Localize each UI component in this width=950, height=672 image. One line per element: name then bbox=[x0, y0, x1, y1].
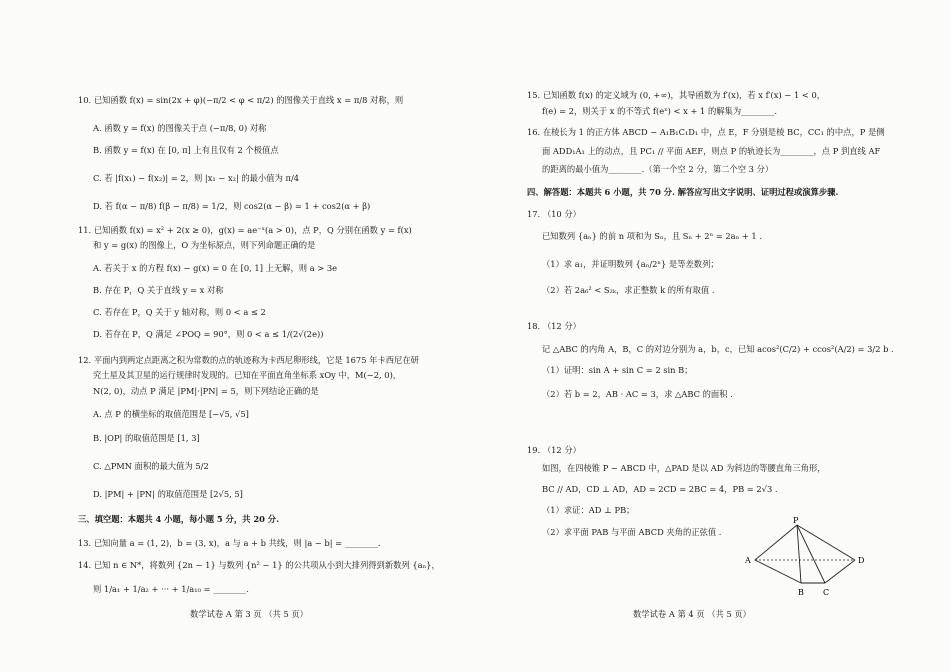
page-3-footer: 数学试卷 A 第 3 页 （共 5 页） bbox=[190, 609, 308, 619]
vertex-label-b: B bbox=[798, 588, 804, 597]
left-text-line: A. 若关于 x 的方程 f(x) − g(x) = 0 在 [0, 1] 上无解，则 a > 3e bbox=[93, 263, 338, 273]
right-text-line: 如图，在四棱锥 P − ABCD 中，△PAD 是以 AD 为斜边的等腰直角三角形， bbox=[542, 463, 826, 473]
left-text-line: 10. 已知函数 f(x) = sin(2x + φ)(−π/2 < φ < π/2) 的图像关于直线 x = π/8 对称，则 bbox=[78, 95, 404, 105]
left-text-line: 14. 已知 n ∈ N*，将数列 {2n − 1} 与数列 {n² − 1} 的公共项从小到大排列得到新数列 {aₙ}， bbox=[78, 560, 440, 570]
left-text-line: C. △PMN 面积的最大值为 5/2 bbox=[93, 461, 209, 471]
left-text-line: 三、填空题：本题共 4 小题，每小题 5 分，共 20 分. bbox=[78, 514, 279, 524]
right-text-line: BC // AD，CD ⊥ AD，AD = 2CD = 2BC = 4，PB = 2√3 . bbox=[542, 484, 778, 494]
left-text-line: 究土星及其卫星的运行规律时发现的。已知在平面直角坐标系 xOy 中，M(−2, 0)， bbox=[93, 370, 402, 380]
left-text-line: B. |OP| 的取值范围是 [1, 3] bbox=[93, 433, 200, 443]
vertex-label-a: A bbox=[745, 556, 751, 565]
right-text-line: 18. （12 分） bbox=[527, 321, 581, 331]
right-text-line: 已知数列 {aₙ} 的前 n 项和为 Sₙ，且 Sₙ + 2ⁿ = 2aₙ + 1 . bbox=[542, 231, 762, 241]
right-text-line: f(e) = 2，则关于 x 的不等式 f(eˣ) < x + 1 的解集为________. bbox=[542, 106, 777, 116]
right-text-line: 面 ADD₁A₁ 上的动点，且 PC₁ // 平面 AEF，则点 P 的轨迹长为________，点 P 到直线 AF bbox=[542, 146, 881, 156]
right-text-line: 19. （12 分） bbox=[527, 445, 581, 455]
left-text-line: 12. 平面内到两定点距离之积为常数的点的轨迹称为卡西尼卵形线，它是 1675 年卡西尼在研 bbox=[78, 355, 419, 365]
right-text-line: （1）证明：sin A + sin C = 2 sin B； bbox=[542, 365, 693, 375]
right-text-line: （1）求 a₁，并证明数列 {aₙ/2ⁿ} 是等差数列； bbox=[542, 259, 719, 269]
left-text-line: 和 y = g(x) 的图像上，O 为坐标原点，则下列命题正确的是 bbox=[93, 240, 316, 250]
left-text-line: B. 存在 P，Q 关于直线 y = x 对称 bbox=[93, 285, 224, 295]
left-text-line: B. 函数 y = f(x) 在 [0, π] 上有且仅有 2 个极值点 bbox=[93, 145, 279, 155]
left-text-line: D. |PM| + |PN| 的取值范围是 [2√5, 5] bbox=[93, 489, 243, 499]
page-4 bbox=[475, 0, 950, 672]
vertex-label-c: C bbox=[823, 588, 830, 597]
right-text-line: 四、解答题：本题共 6 小题，共 70 分. 解答应写出文字说明、证明过程或演算步骤. bbox=[527, 187, 839, 197]
left-text-line: 则 1/a₁ + 1/a₂ + ··· + 1/a₁₀ = ________. bbox=[93, 584, 249, 594]
left-text-line: C. 若存在 P，Q 关于 y 轴对称，则 0 < a ≤ 2 bbox=[93, 307, 266, 317]
right-text-line: 16. 在棱长为 1 的正方体 ABCD − A₁B₁C₁D₁ 中，点 E，F 分别是棱 BC，CC₁ 的中点，P 是侧 bbox=[527, 127, 885, 137]
vertex-label-d: D bbox=[858, 556, 865, 565]
left-text-line: A. 函数 y = f(x) 的图像关于点 (−π/8, 0) 对称 bbox=[93, 123, 267, 133]
left-text-line: D. 若存在 P，Q 满足 ∠POQ = 90°，则 0 < a ≤ 1/(2√(2e)) bbox=[93, 329, 324, 339]
vertex-label-p: P bbox=[793, 516, 799, 525]
left-text-line: A. 点 P 的横坐标的取值范围是 [−√5, √5] bbox=[93, 409, 249, 419]
right-text-line: 记 △ABC 的内角 A，B，C 的对边分别为 a，b，c，已知 acos²(C/2) + ccos²(A/2) = 3/2 b . bbox=[542, 344, 894, 354]
right-text-line: （2）求平面 PAB 与平面 ABCD 夹角的正弦值 . bbox=[542, 527, 722, 537]
left-text-line: N(2, 0)，动点 P 满足 |PM|·|PN| = 5，则下列结论正确的是 bbox=[93, 386, 319, 396]
right-text-line: 17. （10 分） bbox=[527, 209, 581, 219]
right-text-line: （2）若 2a₆² < S₂ₖ，求正整数 k 的所有取值 . bbox=[542, 285, 715, 295]
right-text-line: 15. 已知函数 f(x) 的定义域为 (0, +∞)，其导函数为 f′(x)，若 x f′(x) − 1 < 0， bbox=[527, 90, 826, 100]
left-text-line: 13. 已知向量 a = (1, 2)，b = (3, x)，a 与 a + b 共线，则 |a − b| = ________. bbox=[78, 538, 381, 548]
right-text-line: （2）若 b = 2，AB · AC = 3，求 △ABC 的面积 . bbox=[542, 389, 733, 399]
page-4-footer: 数学试卷 A 第 4 页 （共 5 页） bbox=[633, 609, 751, 619]
right-text-line: （1）求证：AD ⊥ PB； bbox=[542, 505, 635, 515]
right-text-line: 的距离的最小值为________.（第一个空 2 分，第二个空 3 分） bbox=[542, 164, 774, 174]
left-text-line: C. 若 |f(x₁) − f(x₂)| = 2，则 |x₁ − x₂| 的最小值为 π/4 bbox=[93, 173, 300, 183]
left-text-line: 11. 已知函数 f(x) = x² + 2(x ≥ 0)，g(x) = ae⁻ˣ(a > 0)，点 P，Q 分别在函数 y = f(x) bbox=[78, 225, 412, 235]
pyramid-figure bbox=[743, 515, 883, 605]
left-text-line: D. 若 f(α − π/8) f(β − π/8) = 1/2，则 cos2(α − β) = 1 + cos2(α + β) bbox=[93, 201, 371, 211]
